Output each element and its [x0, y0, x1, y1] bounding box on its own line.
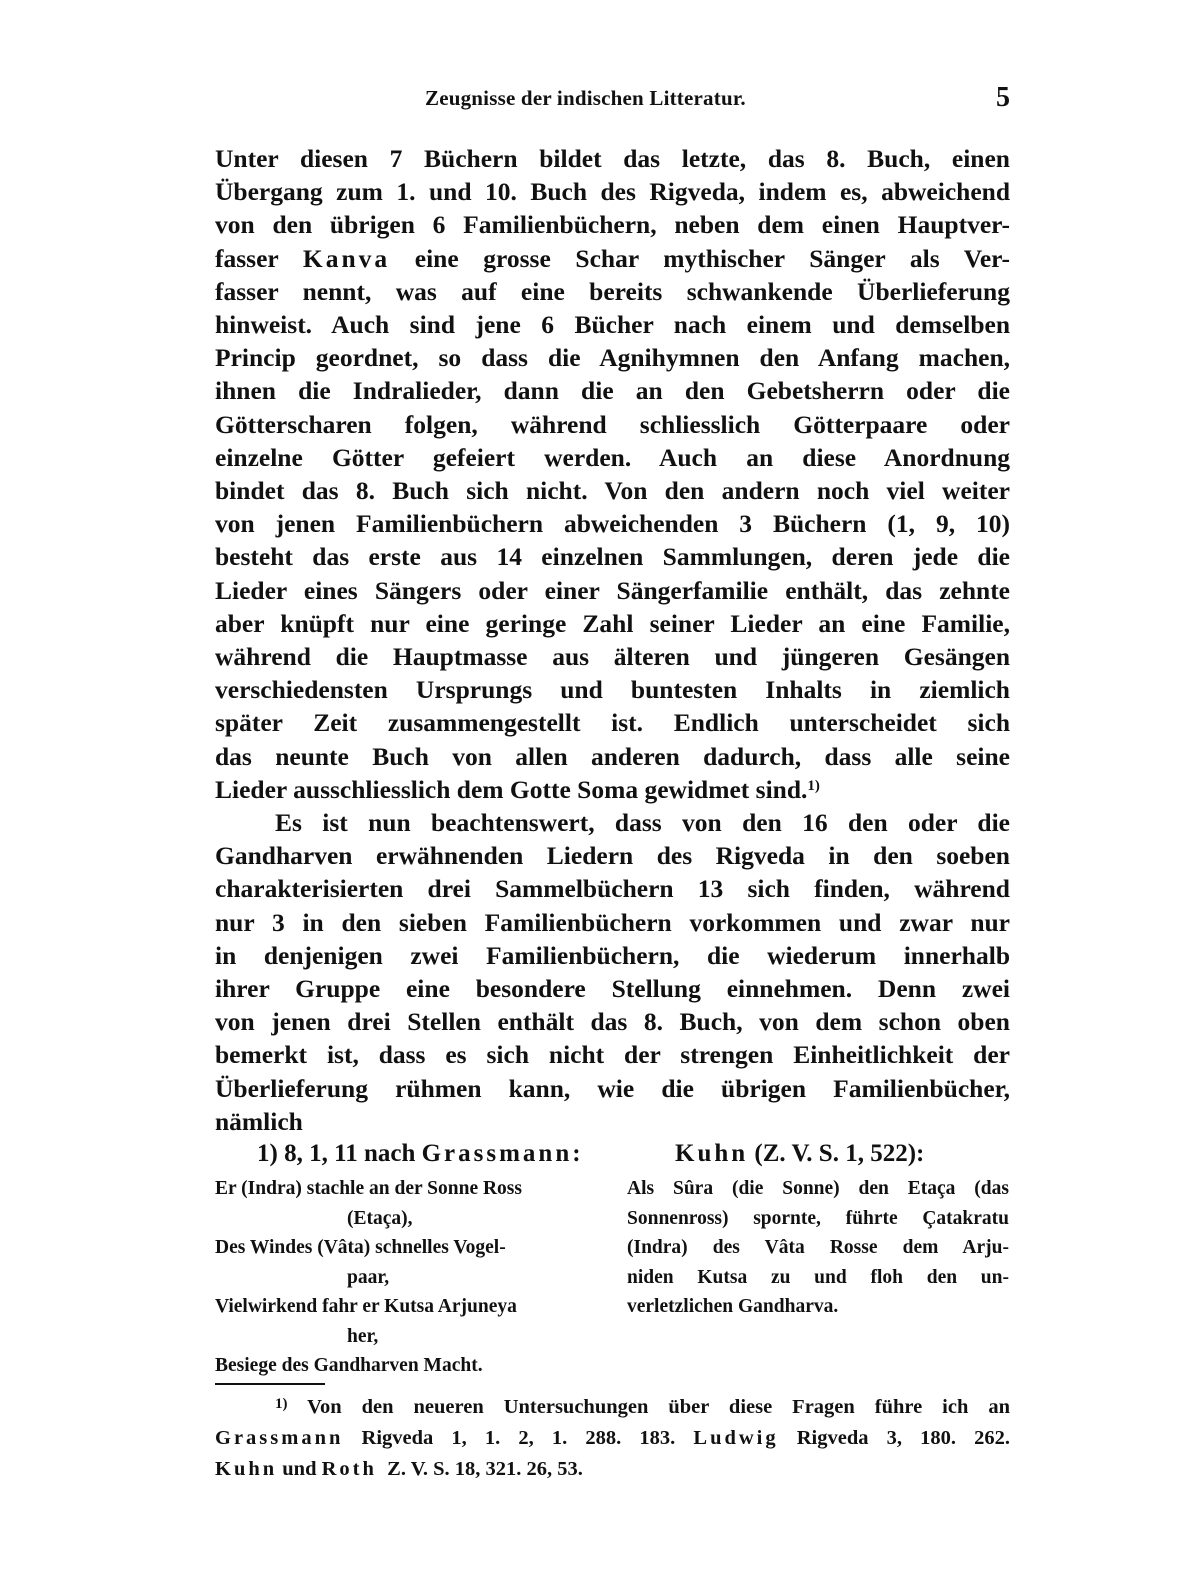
- verse-line: Er (Indra) stachle an der Sonne Ross: [215, 1178, 522, 1199]
- footnote-mark: 1): [275, 1396, 288, 1412]
- text-fragment: Lieder ausschliesslich dem Gotte Soma gewidmet sind.: [215, 774, 808, 804]
- text-line: später Zeit zusammengestellt ist. Endlich unterscheidet sich: [215, 708, 1010, 738]
- prose-line: verletzlichen Gandharva.: [627, 1296, 839, 1317]
- quote-heading-left: [257, 1140, 581, 1168]
- text-line: in denjenigen zwei Familienbüchern, die wiederum innerhalb: [215, 940, 1010, 970]
- text-line: nur 3 in den sieben Familienbüchern vorkommen und zwar nur: [215, 907, 1010, 937]
- spaced-name-kuhn: Kuhn: [215, 1458, 278, 1480]
- footnote-text: Von den neueren Untersuchungen über diese Fragen führe ich an: [307, 1396, 1010, 1418]
- text-line: nämlich: [215, 1106, 303, 1136]
- footnote-text: und: [282, 1458, 317, 1480]
- text-line: bemerkt ist, dass es sich nicht der strengen Einheitlichkeit der: [215, 1040, 1010, 1070]
- footnote-text: Rigveda 3, 180. 262.: [796, 1427, 1010, 1449]
- text-line: charakterisierten drei Sammelbüchern 13 sich finden, während: [215, 874, 1010, 904]
- prose-line: Als Sûra (die Sonne) den Etaça (das: [627, 1178, 1009, 1199]
- text-line: Unter diesen 7 Büchern bildet das letzte, das 8. Buch, einen: [215, 144, 1010, 173]
- footnote-text: Z. V. S. 18, 321. 26, 53.: [387, 1458, 583, 1480]
- prose-translation-kuhn: [627, 1174, 1009, 1322]
- spaced-name-kanva: Kanva: [302, 243, 391, 273]
- prose-line: Sonnenross) spornte, führte Çatakratu: [627, 1207, 1009, 1229]
- text-line: ihrer Gruppe eine besondere Stellung einnehmen. Denn zwei: [215, 974, 1010, 1004]
- verse-translation-grassmann: [215, 1174, 605, 1381]
- verse-line-continuation: paar,: [347, 1266, 390, 1288]
- text-line: fasser nennt, was auf eine bereits schwankende Überlieferung: [215, 276, 1010, 306]
- text-line: Lieder eines Sängers oder einer Sängerfamilie enthält, das zehnte: [215, 575, 1010, 605]
- text-line: ihnen die Indralieder, dann die an den Gebetsherrn oder die: [215, 376, 1010, 406]
- text-line: Übergang zum 1. und 10. Buch des Rigveda, indem es, abweichend: [215, 177, 1010, 207]
- text-line: hinweist. Auch sind jene 6 Bücher nach einem und demselben: [215, 310, 1010, 340]
- verse-line: Des Windes (Vâta) schnelles Vogel-: [215, 1237, 506, 1258]
- quote-heading-prefix: 1) 8, 1, 11 nach: [257, 1140, 416, 1167]
- text-line: von jenen drei Stellen enthält das 8. Buch, von dem schon oben: [215, 1007, 1010, 1037]
- text-line: von den übrigen 6 Familienbüchern, neben dem einen Hauptver-: [215, 210, 1010, 240]
- text-line: das neunte Buch von allen anderen dadurch, dass alle seine: [215, 741, 1010, 771]
- text-line: besteht das erste aus 14 einzelnen Sammlungen, deren jede die: [215, 542, 1010, 572]
- spaced-name-grassmann: Grassmann: [421, 1140, 573, 1167]
- text-fragment: eine grosse Schar mythischer Sänger als Ver-: [414, 243, 1011, 273]
- running-title: Zeugnisse der indischen Litteratur.: [425, 86, 746, 110]
- main-text: [215, 142, 1010, 1138]
- footnote-line: [215, 1392, 1010, 1423]
- quote-headings: [215, 1140, 1010, 1174]
- verse-line-continuation: her,: [347, 1325, 379, 1347]
- paragraph-start-line: Es ist nun beachtenswert, dass von den 16 den oder die: [275, 808, 1010, 838]
- footnote-divider: [215, 1383, 325, 1385]
- text-line: verschiedensten Ursprungs und buntesten Inhalts in ziemlich: [215, 675, 1010, 705]
- text-line: Princip geordnet, so dass die Agnihymnen den Anfang machen,: [215, 343, 1010, 373]
- verse-line: Besiege des Gandharven Macht.: [215, 1355, 483, 1376]
- text-line: [215, 242, 1010, 275]
- page-number: 5: [996, 82, 1010, 113]
- verse-line-continuation: (Etaça),: [347, 1207, 413, 1229]
- spaced-name-kuhn: Kuhn: [675, 1140, 749, 1167]
- footnote-line: [215, 1454, 1010, 1485]
- quote-heading-rest: (Z. V. S. 1, 522):: [754, 1140, 925, 1167]
- quote-heading-right: [675, 1140, 924, 1168]
- text-line: einzelne Götter gefeiert werden. Auch an diese Anordnung: [215, 442, 1010, 472]
- prose-line: niden Kutsa zu und floh den un-: [627, 1266, 1009, 1288]
- spaced-name-ludwig: Ludwig: [693, 1427, 779, 1449]
- page-header: [215, 82, 1010, 122]
- text-line: Götterscharen folgen, während schliesslich Götterpaare oder: [215, 409, 1010, 439]
- footnote-reference: 1): [807, 777, 820, 794]
- footnote-line: [215, 1423, 1010, 1454]
- verse-line: Vielwirkend fahr er Kutsa Arjuneya: [215, 1296, 517, 1317]
- quote-heading-colon: :: [572, 1140, 581, 1167]
- footnote-text: Rigveda 1, 1. 2, 1. 288. 183.: [361, 1427, 676, 1449]
- spaced-name-roth: Roth: [321, 1458, 377, 1480]
- text-fragment: fasser: [215, 243, 279, 273]
- text-line: Überlieferung rühmen kann, wie die übrigen Familienbücher,: [215, 1073, 1010, 1103]
- spaced-name-grassmann: Grassmann: [215, 1427, 344, 1449]
- prose-line: (Indra) des Vâta Rosse dem Arju-: [627, 1237, 1009, 1258]
- text-line: Gandharven erwähnenden Liedern des Rigveda in den soeben: [215, 841, 1010, 871]
- text-line: von jenen Familienbüchern abweichenden 3 Büchern (1, 9, 10): [215, 509, 1010, 539]
- footnote: [215, 1392, 1010, 1485]
- text-line: aber knüpft nur eine geringe Zahl seiner Lieder an eine Familie,: [215, 608, 1010, 638]
- text-line: während die Hauptmasse aus älteren und jüngeren Gesängen: [215, 642, 1010, 672]
- text-line: [215, 773, 1010, 806]
- text-line: bindet das 8. Buch sich nicht. Von den andern noch viel weiter: [215, 476, 1010, 506]
